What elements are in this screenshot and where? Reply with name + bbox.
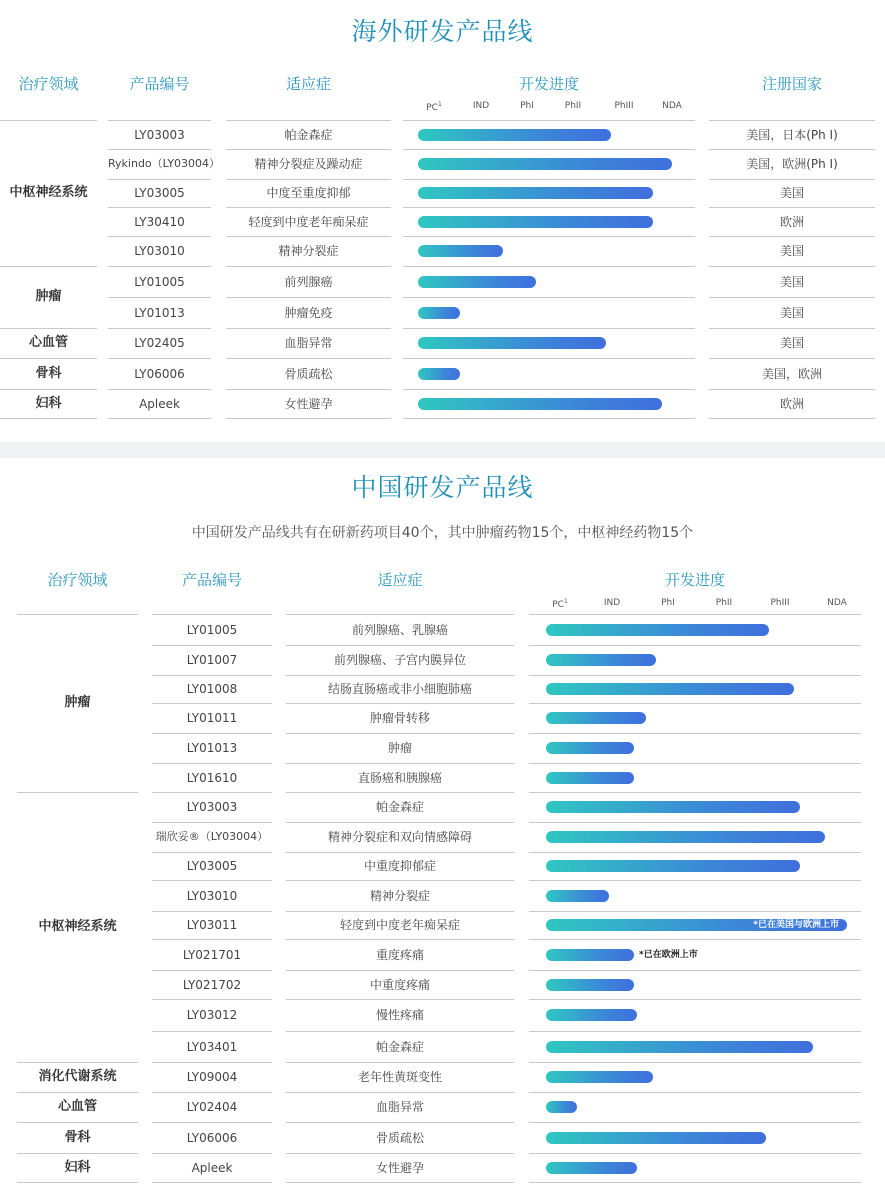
indication: 前列腺癌 xyxy=(284,274,333,289)
row-divider xyxy=(286,763,514,764)
progress-bar xyxy=(418,276,536,288)
registration-country: 美国，日本(Ph I) xyxy=(746,127,838,142)
progress-bar xyxy=(546,654,656,666)
header-code: 产品编号 xyxy=(181,571,242,589)
row-divider xyxy=(226,179,391,180)
row-divider xyxy=(152,733,272,734)
registration-country: 美国 xyxy=(779,336,804,350)
header-country: 注册国家 xyxy=(761,75,822,93)
product-code: Apleek xyxy=(191,1160,233,1175)
row-divider xyxy=(529,703,861,704)
row-divider xyxy=(709,358,875,359)
row-divider xyxy=(529,645,861,646)
product-code: LY03003 xyxy=(186,800,238,814)
product-code: LY01013 xyxy=(134,305,185,320)
stage-label: IND xyxy=(472,101,490,111)
stage-label: PhI xyxy=(520,101,534,111)
indication: 女性避孕 xyxy=(375,1160,424,1175)
group-divider xyxy=(17,1122,138,1123)
row-divider xyxy=(286,645,514,646)
row-divider xyxy=(529,999,861,1000)
row-divider xyxy=(108,179,211,180)
row-divider xyxy=(529,733,861,734)
row-divider xyxy=(108,120,211,121)
row-divider xyxy=(286,733,514,734)
indication: 直肠癌和胰腺癌 xyxy=(357,770,442,785)
row-divider xyxy=(709,149,875,150)
row-divider xyxy=(226,297,391,298)
stage-label: NDA xyxy=(662,101,682,111)
group-divider xyxy=(0,328,97,329)
therapy-area: 妇科 xyxy=(35,395,62,411)
stage-label: PhII xyxy=(715,598,733,608)
indication: 肿瘤免疫 xyxy=(284,305,333,320)
row-divider xyxy=(403,297,695,298)
progress-bar xyxy=(546,949,634,961)
product-code: LY02404 xyxy=(186,1100,238,1114)
row-divider xyxy=(226,120,391,121)
stage-label: $PC^1$ xyxy=(426,101,442,113)
progress-bar xyxy=(418,216,653,228)
row-divider xyxy=(152,792,272,793)
header-code: 产品编号 xyxy=(129,75,190,93)
row-divider xyxy=(108,328,211,329)
row-divider xyxy=(403,149,695,150)
product-code: LY03012 xyxy=(186,1008,238,1022)
indication: 中度至重度抑郁 xyxy=(266,186,351,200)
row-divider xyxy=(529,911,861,912)
indication: 骨质疏松 xyxy=(284,366,333,381)
product-code: LY30410 xyxy=(134,214,185,229)
therapy-area: 心血管 xyxy=(28,335,68,350)
header-progress: 开发进度 xyxy=(518,75,579,93)
row-divider xyxy=(286,1122,514,1123)
therapy-area: 肿瘤 xyxy=(64,695,91,710)
indication: 轻度到中度老年痴呆症 xyxy=(339,918,460,932)
progress-bar xyxy=(546,831,825,843)
stage-label: PhIII xyxy=(614,101,634,111)
row-divider xyxy=(286,675,514,676)
product-code: Apleek xyxy=(139,396,180,411)
row-divider xyxy=(529,822,861,823)
header-area: 治疗领域 xyxy=(18,75,79,93)
product-code: LY01011 xyxy=(186,711,238,725)
progress-bar xyxy=(546,772,634,784)
row-divider xyxy=(152,1182,272,1183)
progress-bar xyxy=(546,919,847,931)
row-divider xyxy=(709,120,875,121)
product-code: LY03005 xyxy=(186,859,238,873)
registration-country: 美国 xyxy=(779,274,804,289)
bar-note: *已在欧洲上市 xyxy=(639,949,698,960)
row-divider xyxy=(709,297,875,298)
row-divider xyxy=(529,1062,861,1063)
row-divider xyxy=(226,418,391,419)
row-divider xyxy=(529,970,861,971)
product-code: LY06006 xyxy=(134,366,185,381)
row-divider xyxy=(286,880,514,881)
stage-label: NDA xyxy=(827,598,847,608)
row-divider xyxy=(108,236,211,237)
row-divider xyxy=(709,207,875,208)
therapy-area: 肿瘤 xyxy=(35,289,62,304)
row-divider xyxy=(403,207,695,208)
row-divider xyxy=(152,1153,272,1154)
registration-country: 美国，欧洲(Ph I) xyxy=(746,157,838,171)
row-divider xyxy=(286,999,514,1000)
indication: 精神分裂症和双向情感障碍 xyxy=(327,830,472,844)
row-divider xyxy=(108,207,211,208)
indication: 肿瘤骨转移 xyxy=(369,711,430,725)
row-divider xyxy=(17,1182,138,1183)
row-divider xyxy=(403,389,695,390)
row-divider xyxy=(152,645,272,646)
product-code: LY01007 xyxy=(186,653,238,667)
progress-bar xyxy=(418,245,503,257)
product-code: LY03005 xyxy=(134,186,185,200)
row-divider xyxy=(286,970,514,971)
product-code: LY01008 xyxy=(186,682,238,696)
stage-label: $PC^1$ xyxy=(552,598,568,610)
progress-bar xyxy=(546,1162,637,1174)
progress-bar xyxy=(418,398,662,410)
indication: 前列腺癌、子宫内膜异位 xyxy=(333,653,466,667)
group-divider xyxy=(17,1092,138,1093)
row-divider xyxy=(152,675,272,676)
product-code: 瑞欣妥®（LY03004） xyxy=(155,830,269,843)
overseas-title: 海外研发产品线 xyxy=(351,17,534,46)
registration-country: 美国 xyxy=(779,305,804,320)
header-progress: 开发进度 xyxy=(664,571,725,589)
progress-bar xyxy=(546,624,769,636)
china-pipeline-panel xyxy=(0,458,885,1199)
row-divider xyxy=(152,1031,272,1032)
group-divider xyxy=(0,266,97,267)
indication: 精神分裂症 xyxy=(369,888,430,903)
row-divider xyxy=(152,1062,272,1063)
product-code: Rykindo（LY03004） xyxy=(108,157,221,170)
progress-bar xyxy=(418,158,672,170)
row-divider xyxy=(529,792,861,793)
row-divider xyxy=(152,939,272,940)
row-divider xyxy=(152,999,272,1000)
row-divider xyxy=(108,418,211,419)
registration-country: 美国 xyxy=(779,186,804,200)
therapy-area: 骨科 xyxy=(64,1129,91,1145)
row-divider xyxy=(529,675,861,676)
row-divider xyxy=(709,418,875,419)
row-divider xyxy=(529,1122,861,1123)
row-divider xyxy=(529,880,861,881)
progress-bar xyxy=(418,337,606,349)
header-indication: 适应症 xyxy=(285,75,331,93)
stage-label: PhII xyxy=(564,101,582,111)
row-divider xyxy=(403,120,695,121)
product-code: LY09004 xyxy=(186,1070,238,1084)
row-divider xyxy=(226,149,391,150)
row-divider xyxy=(152,703,272,704)
therapy-area: 中枢神经系统 xyxy=(38,919,117,934)
row-divider xyxy=(403,236,695,237)
progress-bar xyxy=(546,683,794,695)
header-indication: 适应症 xyxy=(377,571,423,589)
indication: 轻度到中度老年痴呆症 xyxy=(248,214,369,229)
progress-bar xyxy=(546,890,609,902)
progress-bar xyxy=(546,1041,813,1053)
row-divider xyxy=(529,1153,861,1154)
indication: 帕金森症 xyxy=(284,127,333,142)
product-code: LY03011 xyxy=(186,918,238,932)
row-divider xyxy=(286,703,514,704)
overseas-pipeline-panel xyxy=(0,0,885,442)
registration-country: 欧洲 xyxy=(779,214,804,229)
progress-bar xyxy=(546,712,646,724)
stage-label: PhIII xyxy=(770,598,790,608)
progress-bar xyxy=(546,1132,766,1144)
row-divider xyxy=(226,236,391,237)
row-divider xyxy=(529,1031,861,1032)
row-divider xyxy=(108,149,211,150)
row-divider xyxy=(286,1153,514,1154)
row-divider xyxy=(152,852,272,853)
indication: 结肠直肠癌或非小细胞肺癌 xyxy=(327,682,472,696)
progress-bar xyxy=(546,860,800,872)
product-code: LY01610 xyxy=(186,770,238,785)
product-code: LY03010 xyxy=(186,888,238,903)
row-divider xyxy=(286,1062,514,1063)
row-divider xyxy=(152,911,272,912)
progress-bar xyxy=(546,1071,653,1083)
indication: 中重度抑郁症 xyxy=(363,859,436,873)
row-divider xyxy=(226,328,391,329)
indication: 慢性疼痛 xyxy=(375,1008,424,1022)
product-code: LY021701 xyxy=(182,947,242,962)
therapy-area: 心血管 xyxy=(57,1099,97,1114)
progress-bar xyxy=(546,801,800,813)
row-divider xyxy=(108,297,211,298)
progress-bar xyxy=(546,1101,577,1113)
indication: 精神分裂症及躁动症 xyxy=(254,157,363,171)
product-code: LY03003 xyxy=(134,127,185,142)
product-code: LY03010 xyxy=(134,244,185,258)
progress-bar xyxy=(546,742,634,754)
indication: 血脂异常 xyxy=(284,336,333,350)
indication: 前列腺癌、乳腺癌 xyxy=(351,622,448,637)
row-divider xyxy=(403,418,695,419)
bar-annotation: *已在美国与欧洲上市 xyxy=(753,920,839,930)
progress-bar xyxy=(418,129,611,141)
registration-country: 美国 xyxy=(779,244,804,258)
row-divider xyxy=(152,763,272,764)
row-divider xyxy=(152,1092,272,1093)
row-divider xyxy=(286,939,514,940)
row-divider xyxy=(529,1092,861,1093)
progress-bar xyxy=(418,187,653,199)
china-title: 中国研发产品线 xyxy=(351,473,534,502)
group-divider xyxy=(17,792,138,793)
indication: 肿瘤 xyxy=(387,741,412,755)
row-divider xyxy=(152,880,272,881)
row-divider xyxy=(709,266,875,267)
row-divider xyxy=(286,822,514,823)
row-divider xyxy=(529,1182,861,1183)
progress-bar xyxy=(418,307,460,319)
progress-bar xyxy=(546,979,634,991)
group-divider xyxy=(17,614,138,615)
row-divider xyxy=(108,389,211,390)
therapy-area: 消化代谢系统 xyxy=(38,1069,117,1084)
indication: 骨质疏松 xyxy=(375,1130,424,1145)
therapy-area: 中枢神经系统 xyxy=(9,185,88,200)
row-divider xyxy=(286,1031,514,1032)
product-code: LY06006 xyxy=(186,1130,238,1145)
group-divider xyxy=(0,358,97,359)
row-divider xyxy=(108,358,211,359)
row-divider xyxy=(403,179,695,180)
row-divider xyxy=(709,389,875,390)
row-divider xyxy=(529,852,861,853)
progress-bar xyxy=(418,368,460,380)
indication: 女性避孕 xyxy=(284,396,333,411)
group-divider xyxy=(17,1062,138,1063)
row-divider xyxy=(529,939,861,940)
group-divider xyxy=(0,389,97,390)
stage-label: IND xyxy=(603,598,621,608)
indication: 老年性黄斑变性 xyxy=(357,1070,442,1084)
indication: 帕金森症 xyxy=(375,800,424,814)
row-divider xyxy=(226,207,391,208)
row-divider xyxy=(709,236,875,237)
row-divider xyxy=(709,179,875,180)
row-divider xyxy=(286,792,514,793)
registration-country: 欧洲 xyxy=(779,396,804,411)
row-divider xyxy=(529,614,861,615)
row-divider xyxy=(286,911,514,912)
row-divider xyxy=(226,389,391,390)
row-divider xyxy=(709,328,875,329)
row-divider xyxy=(0,418,97,419)
row-divider xyxy=(152,614,272,615)
row-divider xyxy=(403,328,695,329)
row-divider xyxy=(286,1092,514,1093)
indication: 帕金森症 xyxy=(375,1039,424,1054)
row-divider xyxy=(286,852,514,853)
row-divider xyxy=(226,358,391,359)
indication: 重度疼痛 xyxy=(375,947,424,962)
row-divider xyxy=(226,266,391,267)
registration-country: 美国，欧洲 xyxy=(761,366,822,381)
indication: 中重度疼痛 xyxy=(369,977,430,992)
product-code: LY01005 xyxy=(186,622,238,637)
product-code: LY02405 xyxy=(134,336,185,350)
group-divider xyxy=(17,1153,138,1154)
row-divider xyxy=(403,266,695,267)
indication: 精神分裂症 xyxy=(278,244,339,258)
row-divider xyxy=(152,1122,272,1123)
progress-bar xyxy=(546,1009,637,1021)
product-code: LY01013 xyxy=(186,741,238,755)
product-code: LY01005 xyxy=(134,274,185,289)
therapy-area: 妇科 xyxy=(64,1159,91,1175)
china-subtitle: 中国研发产品线共有在研新药项目40个，其中肿瘤药物15个，中枢神经药物15个 xyxy=(191,525,694,541)
header-area: 治疗领域 xyxy=(47,571,108,589)
group-divider xyxy=(0,120,97,121)
row-divider xyxy=(152,822,272,823)
row-divider xyxy=(529,763,861,764)
row-divider xyxy=(286,1182,514,1183)
row-divider xyxy=(108,266,211,267)
indication: 血脂异常 xyxy=(375,1100,424,1114)
product-code: LY03401 xyxy=(186,1039,238,1054)
row-divider xyxy=(403,358,695,359)
stage-label: PhI xyxy=(661,598,675,608)
therapy-area: 骨科 xyxy=(35,365,62,381)
product-code: LY021702 xyxy=(182,977,242,992)
row-divider xyxy=(152,970,272,971)
row-divider xyxy=(286,614,514,615)
